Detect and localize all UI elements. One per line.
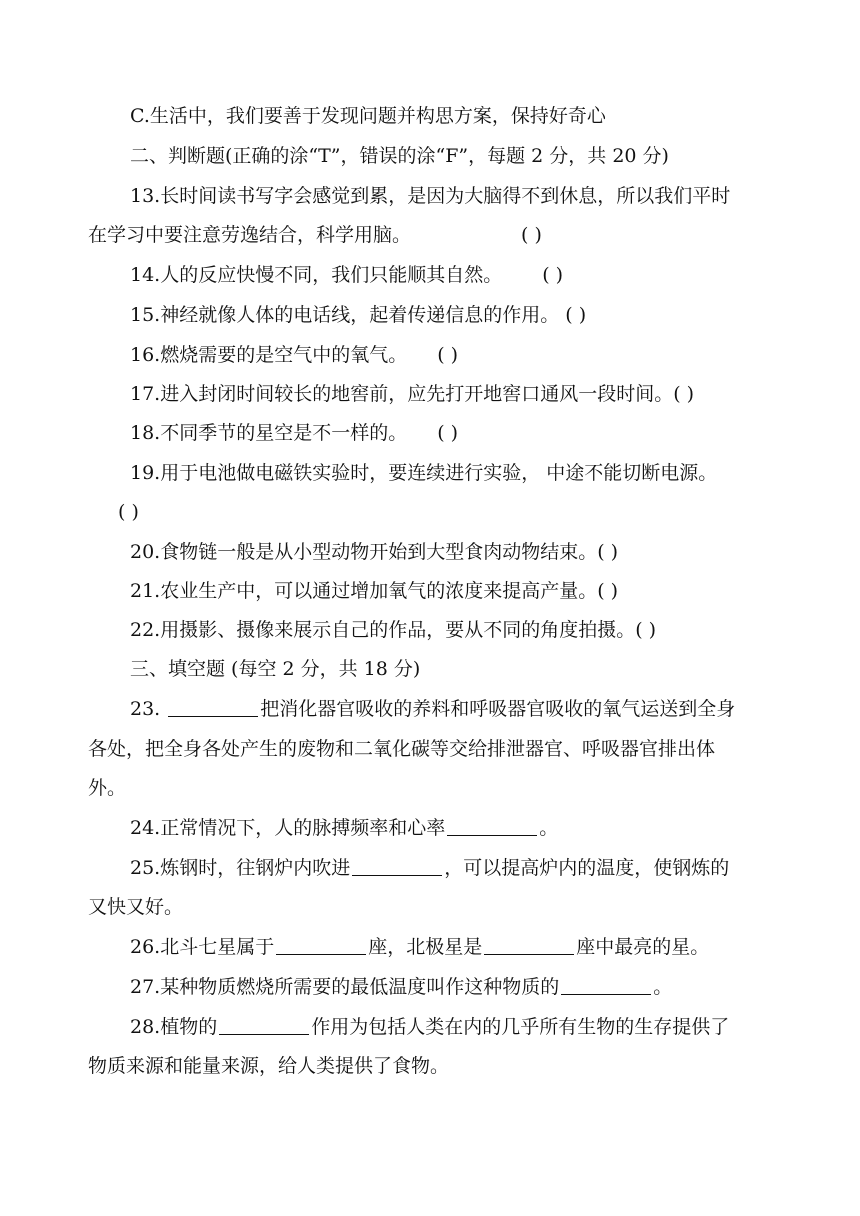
question-23-end: 外。 xyxy=(88,777,127,799)
answer-blank[interactable] xyxy=(561,974,651,995)
question-28 xyxy=(0,1014,860,1040)
answer-blank[interactable] xyxy=(219,1014,309,1035)
section-heading-true-false: 二、判断题(正确的涂“T”，错误的涂“F”，每题 2 分，共 20 分) xyxy=(130,145,669,167)
option-c-line: C.生活中，我们要善于发现问题并构思方案，保持好奇心 xyxy=(130,105,606,127)
answer-bracket[interactable]: ( ) xyxy=(437,422,459,444)
section-heading-fill-blank: 三、填空题 (每空 2 分，共 18 分) xyxy=(130,658,421,680)
question-28-text: 28.植物的 xyxy=(130,1016,218,1038)
answer-blank[interactable] xyxy=(447,815,537,836)
question-13: 13.长时间读书写字会感觉到累，是因为大脑得不到休息，所以我们平时 xyxy=(130,185,731,207)
answer-bracket[interactable]: ( ) xyxy=(521,224,542,246)
answer-bracket[interactable]: ( ) xyxy=(542,264,564,286)
question-25-cont: 又快又好。 xyxy=(88,896,184,918)
question-13-text: 在学习中要注意劳逸结合，科学用脑。 xyxy=(88,224,412,246)
question-23-cont: 各处，把全身各处产生的废物和二氧化碳等交给排泄器官、呼吸器官排出体 xyxy=(88,738,716,760)
question-26-text-3: 座中最亮的星。 xyxy=(576,936,710,958)
question-25-text: 25.炼钢时，往钢炉内吹进 xyxy=(130,857,351,879)
question-20: 20.食物链一般是从小型动物开始到大型食肉动物结束。( ) xyxy=(130,541,619,563)
question-25 xyxy=(0,855,860,881)
answer-blank[interactable] xyxy=(276,934,366,955)
question-13-cont xyxy=(0,222,860,248)
question-26 xyxy=(0,934,860,960)
answer-blank[interactable] xyxy=(168,696,258,717)
question-16 xyxy=(0,342,860,368)
question-28-text-2: 作用为包括人类在内的几乎所有生物的生存提供了 xyxy=(311,1016,730,1038)
question-24-text: 24.正常情况下，人的脉搏频率和心率 xyxy=(130,817,446,839)
question-18 xyxy=(0,420,860,446)
question-26-text-2: 座，北极星是 xyxy=(368,936,483,958)
question-21: 21.农业生产中，可以通过增加氧气的浓度来提高产量。( ) xyxy=(130,580,619,602)
question-19-bracket[interactable]: ( ) xyxy=(118,501,139,523)
question-14 xyxy=(0,262,860,288)
answer-blank[interactable] xyxy=(352,855,442,876)
question-16-text: 16.燃烧需要的是空气中的氧气。 xyxy=(130,344,408,366)
question-27 xyxy=(0,974,860,1000)
question-24 xyxy=(0,815,860,841)
question-24-end: 。 xyxy=(539,817,559,839)
question-23-text: 把消化器官吸收的养料和呼吸器官吸收的氧气运送到全身 xyxy=(260,698,736,720)
question-23-number: 23. xyxy=(130,698,167,720)
question-25-text-2: ，可以提高炉内的温度，使钢炼的 xyxy=(444,857,730,879)
answer-bracket[interactable]: ( ) xyxy=(437,344,459,366)
answer-blank[interactable] xyxy=(484,934,574,955)
question-27-end: 。 xyxy=(653,976,673,998)
question-14-text: 14.人的反应快慢不同，我们只能顺其自然。 xyxy=(130,264,503,286)
question-18-text: 18.不同季节的星空是不一样的。 xyxy=(130,422,408,444)
question-17: 17.进入封闭时间较长的地窖前，应先打开地窖口通风一段时间。( ) xyxy=(130,383,695,405)
question-27-text: 27.某种物质燃烧所需要的最低温度叫作这种物质的 xyxy=(130,976,560,998)
question-23 xyxy=(0,696,860,722)
question-19: 19.用于电池做电磁铁实验时，要连续进行实验， 中途不能切断电源。 xyxy=(130,462,718,484)
question-28-cont: 物质来源和能量来源，给人类提供了食物。 xyxy=(88,1055,450,1077)
question-26-text: 26.北斗七星属于 xyxy=(130,936,275,958)
question-15: 15.神经就像人体的电话线，起着传递信息的作用。 ( ) xyxy=(130,304,587,326)
question-22: 22.用摄影、摄像来展示自己的作品，要从不同的角度拍摄。( ) xyxy=(130,619,657,641)
